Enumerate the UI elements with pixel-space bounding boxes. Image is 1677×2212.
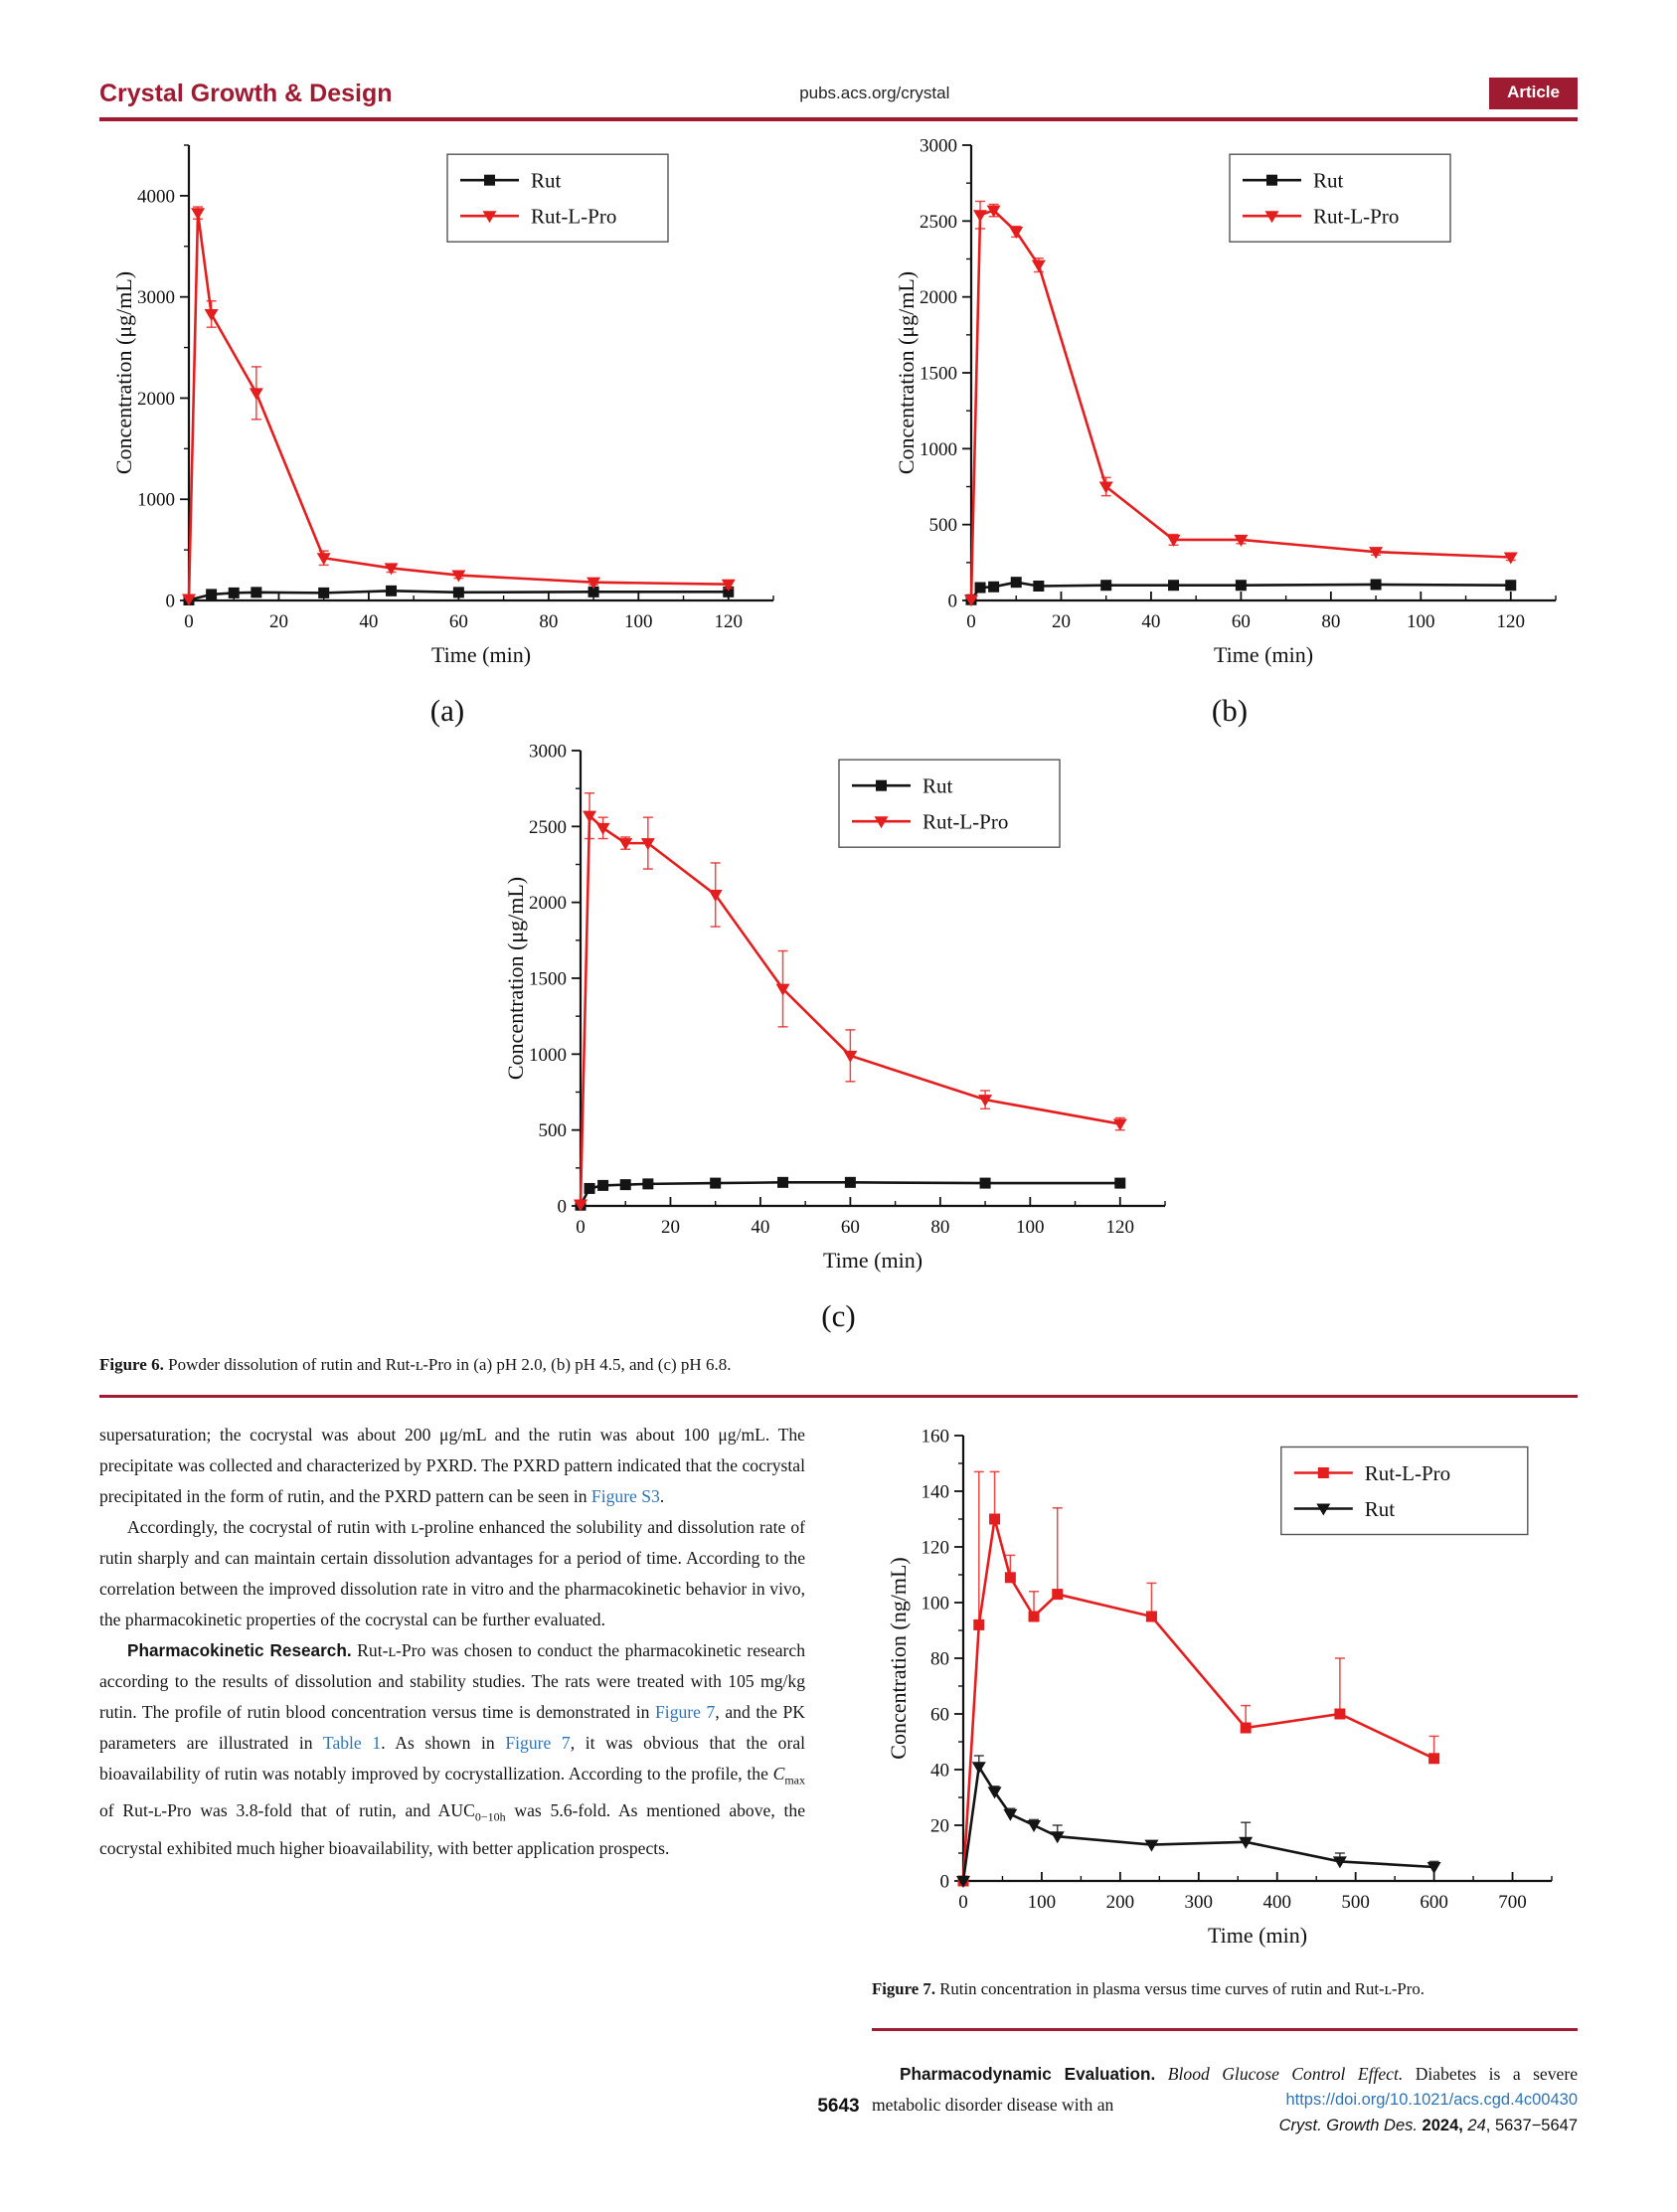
svg-text:Rut: Rut	[922, 773, 952, 798]
paragraph-text: . As shown in	[381, 1732, 506, 1753]
svg-text:3000: 3000	[137, 287, 175, 309]
figure6-caption-text: Powder dissolution of rutin and Rut-ʟ-Pro in (a) pH 2.0, (b) pH 4.5, and (c) pH 6.8.	[163, 1355, 732, 1374]
svg-text:100: 100	[1015, 1217, 1045, 1238]
svg-text:1000: 1000	[920, 438, 957, 460]
citation-journal: Cryst. Growth Des.	[1278, 2116, 1418, 2134]
section-rule	[99, 1395, 1578, 1398]
paragraph-text: Rut-ʟ-Pro was chosen to conduct the pharmacokinetic research according to the results of dissolution and stability studies. The rats were treated with 105 mg/kg rutin. The profile of rutin blood concentration versus time is demonstrated in	[99, 1639, 805, 1722]
svg-text:500: 500	[538, 1120, 567, 1142]
svg-text:2000: 2000	[528, 893, 567, 915]
svg-text:80: 80	[930, 1648, 949, 1669]
svg-text:60: 60	[448, 611, 468, 632]
dissolution-chart-a-figure	[99, 129, 795, 729]
figure6-section	[99, 129, 1578, 1378]
svg-text:2500: 2500	[920, 211, 957, 233]
svg-text:700: 700	[1498, 1891, 1527, 1913]
svg-text:Concentration (μg/mL): Concentration (μg/mL)	[111, 270, 136, 475]
svg-text:120: 120	[1496, 611, 1526, 632]
svg-text:Concentration (μg/mL): Concentration (μg/mL)	[502, 876, 528, 1081]
svg-text:Rut-L-Pro: Rut-L-Pro	[1313, 204, 1400, 229]
figure7-caption-text: Rutin concentration in plasma versus time curves of rutin and Rut-ʟ-Pro.	[935, 1978, 1425, 1998]
svg-text:60: 60	[840, 1217, 860, 1238]
figure-7-link[interactable]: Figure 7	[655, 1701, 716, 1722]
paragraph-text: Diabetes is a severe metabolic disorder disease with an	[872, 2063, 1579, 2115]
article-badge: Article	[1489, 78, 1578, 109]
paragraph-pharmacokinetic-research	[99, 1635, 805, 1864]
figure6-chart-row	[99, 129, 1578, 729]
right-column	[872, 1420, 1578, 2121]
paragraph-text: of Rut-ʟ-Pro was 3.8-fold that of rutin, and AUC	[99, 1800, 475, 1821]
paragraph-text: , it was obvious that the oral bioavailability of rutin was notably improved by cocrystallization. According to the profile, the	[99, 1732, 806, 1784]
svg-text:80: 80	[1321, 611, 1341, 632]
paragraph-supersaturation	[99, 1420, 805, 1512]
left-column	[99, 1420, 805, 2121]
svg-text:500: 500	[1341, 1891, 1370, 1913]
pharmacodynamic-evaluation-heading: Pharmacodynamic Evaluation.	[900, 2063, 1156, 2084]
svg-text:Rut-L-Pro: Rut-L-Pro	[531, 204, 617, 229]
paragraph-text: .	[659, 1485, 665, 1506]
svg-text:0: 0	[165, 591, 175, 612]
table-1-link[interactable]: Table 1	[322, 1732, 382, 1753]
svg-text:0: 0	[966, 611, 976, 632]
two-column-body	[99, 1420, 1578, 2121]
svg-text:20: 20	[268, 611, 288, 632]
figure-7-link[interactable]: Figure 7	[505, 1732, 571, 1753]
journal-url-link[interactable]: pubs.acs.org/crystal	[799, 84, 950, 102]
svg-text:100: 100	[624, 611, 653, 632]
figure7-figure	[872, 1420, 1578, 1976]
figure6-chart-c-wrap	[99, 735, 1578, 1334]
svg-text:2500: 2500	[528, 816, 567, 838]
doi-link[interactable]: https://doi.org/10.1021/acs.cgd.4c00430	[1285, 2091, 1578, 2109]
figure7-caption	[872, 1976, 1578, 2002]
svg-text:1500: 1500	[920, 363, 957, 385]
svg-text:Time (min): Time (min)	[1207, 1922, 1308, 1948]
svg-text:Rut: Rut	[1313, 168, 1344, 193]
panel-label-b: (b)	[1211, 693, 1249, 728]
svg-text:0: 0	[575, 1217, 586, 1238]
paragraph-text: , and the PK parameters are illustrated in	[99, 1701, 805, 1753]
svg-text:Time (min): Time (min)	[430, 642, 532, 667]
svg-text:Rut-L-Pro: Rut-L-Pro	[1364, 1460, 1451, 1485]
svg-text:120: 120	[1105, 1217, 1134, 1238]
svg-text:20: 20	[660, 1217, 680, 1238]
journal-header	[99, 0, 1578, 109]
svg-text:100: 100	[921, 1593, 949, 1614]
citation-year: 2024,	[1417, 2116, 1463, 2134]
svg-text:0: 0	[939, 1871, 949, 1892]
figure-s3-link[interactable]: Figure S3	[590, 1485, 660, 1506]
dissolution-chart-b-figure	[882, 129, 1578, 729]
svg-text:40: 40	[359, 611, 379, 632]
svg-text:20: 20	[1051, 611, 1071, 632]
figure6-caption-label: Figure 6.	[99, 1355, 164, 1374]
dissolution-chart-c	[491, 735, 1187, 1291]
svg-text:300: 300	[1184, 1891, 1214, 1913]
column-rule	[872, 2028, 1578, 2031]
svg-text:200: 200	[1105, 1891, 1135, 1913]
dissolution-chart-b	[882, 129, 1578, 686]
svg-text:40: 40	[1141, 611, 1161, 632]
svg-text:3000: 3000	[920, 135, 957, 157]
svg-text:60: 60	[1231, 611, 1251, 632]
cmax-subscript: max	[784, 1773, 805, 1787]
panel-label-a: (a)	[429, 693, 465, 728]
svg-text:Rut: Rut	[1364, 1496, 1396, 1521]
paragraph-text: Accordingly, the cocrystal of rutin with ʟ-proline enhanced the solubility and dissolution rate of rutin sharply and can maintain certain dissolution advantages for a period of time. According to the correlation between the improved dissolution rate in vitro and the pharmacokinetic behavior in vivo, the pharmacokinetic properties of the cocrystal can be further evaluated.	[99, 1516, 805, 1629]
svg-text:0: 0	[958, 1891, 968, 1913]
auc-subscript: 0−10h	[474, 1809, 506, 1824]
page-footer	[99, 2088, 1578, 2157]
svg-text:120: 120	[921, 1537, 949, 1558]
svg-text:1000: 1000	[137, 489, 175, 511]
svg-text:600: 600	[1420, 1891, 1448, 1913]
svg-text:20: 20	[930, 1815, 949, 1836]
citation-line	[1279, 2117, 1578, 2134]
citation-volume: 24	[1462, 2116, 1486, 2134]
svg-text:100: 100	[1027, 1891, 1057, 1913]
svg-text:1000: 1000	[528, 1044, 567, 1066]
svg-text:120: 120	[714, 611, 744, 632]
svg-text:80: 80	[929, 1217, 949, 1238]
svg-text:40: 40	[750, 1217, 769, 1238]
figure7-caption-label: Figure 7.	[872, 1978, 936, 1998]
svg-text:3000: 3000	[528, 741, 567, 763]
svg-text:140: 140	[921, 1481, 949, 1502]
panel-label-c: (c)	[821, 1298, 856, 1333]
figure6-caption	[99, 1352, 1578, 1378]
cmax-symbol: C	[772, 1763, 785, 1784]
dissolution-chart-c-figure	[491, 735, 1187, 1334]
svg-text:100: 100	[1407, 611, 1435, 632]
svg-text:160: 160	[921, 1426, 949, 1446]
svg-text:80: 80	[539, 611, 559, 632]
svg-text:2000: 2000	[137, 388, 175, 410]
svg-text:Concentration (ng/mL): Concentration (ng/mL)	[886, 1556, 911, 1760]
svg-text:1500: 1500	[528, 968, 567, 990]
paragraph-accordingly	[99, 1512, 805, 1635]
svg-text:4000: 4000	[137, 186, 175, 208]
citation-pages: , 5637−5647	[1485, 2116, 1578, 2134]
svg-text:Time (min): Time (min)	[822, 1248, 922, 1273]
blood-glucose-subheading: Blood Glucose Control Effect.	[1155, 2063, 1404, 2084]
svg-text:0: 0	[184, 611, 194, 632]
dissolution-chart-a	[99, 129, 795, 686]
journal-title: Crystal Growth & Design	[99, 79, 393, 107]
paragraph-text: supersaturation; the cocrystal was about 200 μg/mL and the rutin was about 100 μg/mL. The precipitate was collected and characterized by PXRD. The PXRD pattern indicated that the cocrystal precipitated in the form of rutin, and the PXRD pattern can be seen in	[99, 1424, 805, 1506]
pk-plasma-chart	[872, 1420, 1578, 1966]
svg-text:500: 500	[928, 515, 957, 537]
pharmacokinetic-research-heading: Pharmacokinetic Research.	[127, 1639, 352, 1660]
svg-text:Time (min): Time (min)	[1213, 642, 1314, 667]
page-number: 5643	[817, 2096, 860, 2117]
svg-text:Rut: Rut	[531, 168, 562, 193]
svg-text:40: 40	[930, 1760, 949, 1781]
svg-text:400: 400	[1262, 1891, 1291, 1913]
svg-text:0: 0	[947, 591, 957, 612]
svg-text:2000: 2000	[920, 287, 957, 309]
svg-text:60: 60	[930, 1704, 949, 1725]
header-rule	[99, 117, 1578, 121]
svg-text:0: 0	[557, 1196, 567, 1218]
citation-block	[1279, 2088, 1578, 2138]
svg-text:Rut-L-Pro: Rut-L-Pro	[922, 809, 1008, 834]
paragraph-text: was 5.6-fold. As mentioned above, the cocrystal exhibited much higher bioavailability, with better application prospects.	[99, 1800, 806, 1858]
svg-text:Concentration (μg/mL): Concentration (μg/mL)	[894, 270, 919, 475]
